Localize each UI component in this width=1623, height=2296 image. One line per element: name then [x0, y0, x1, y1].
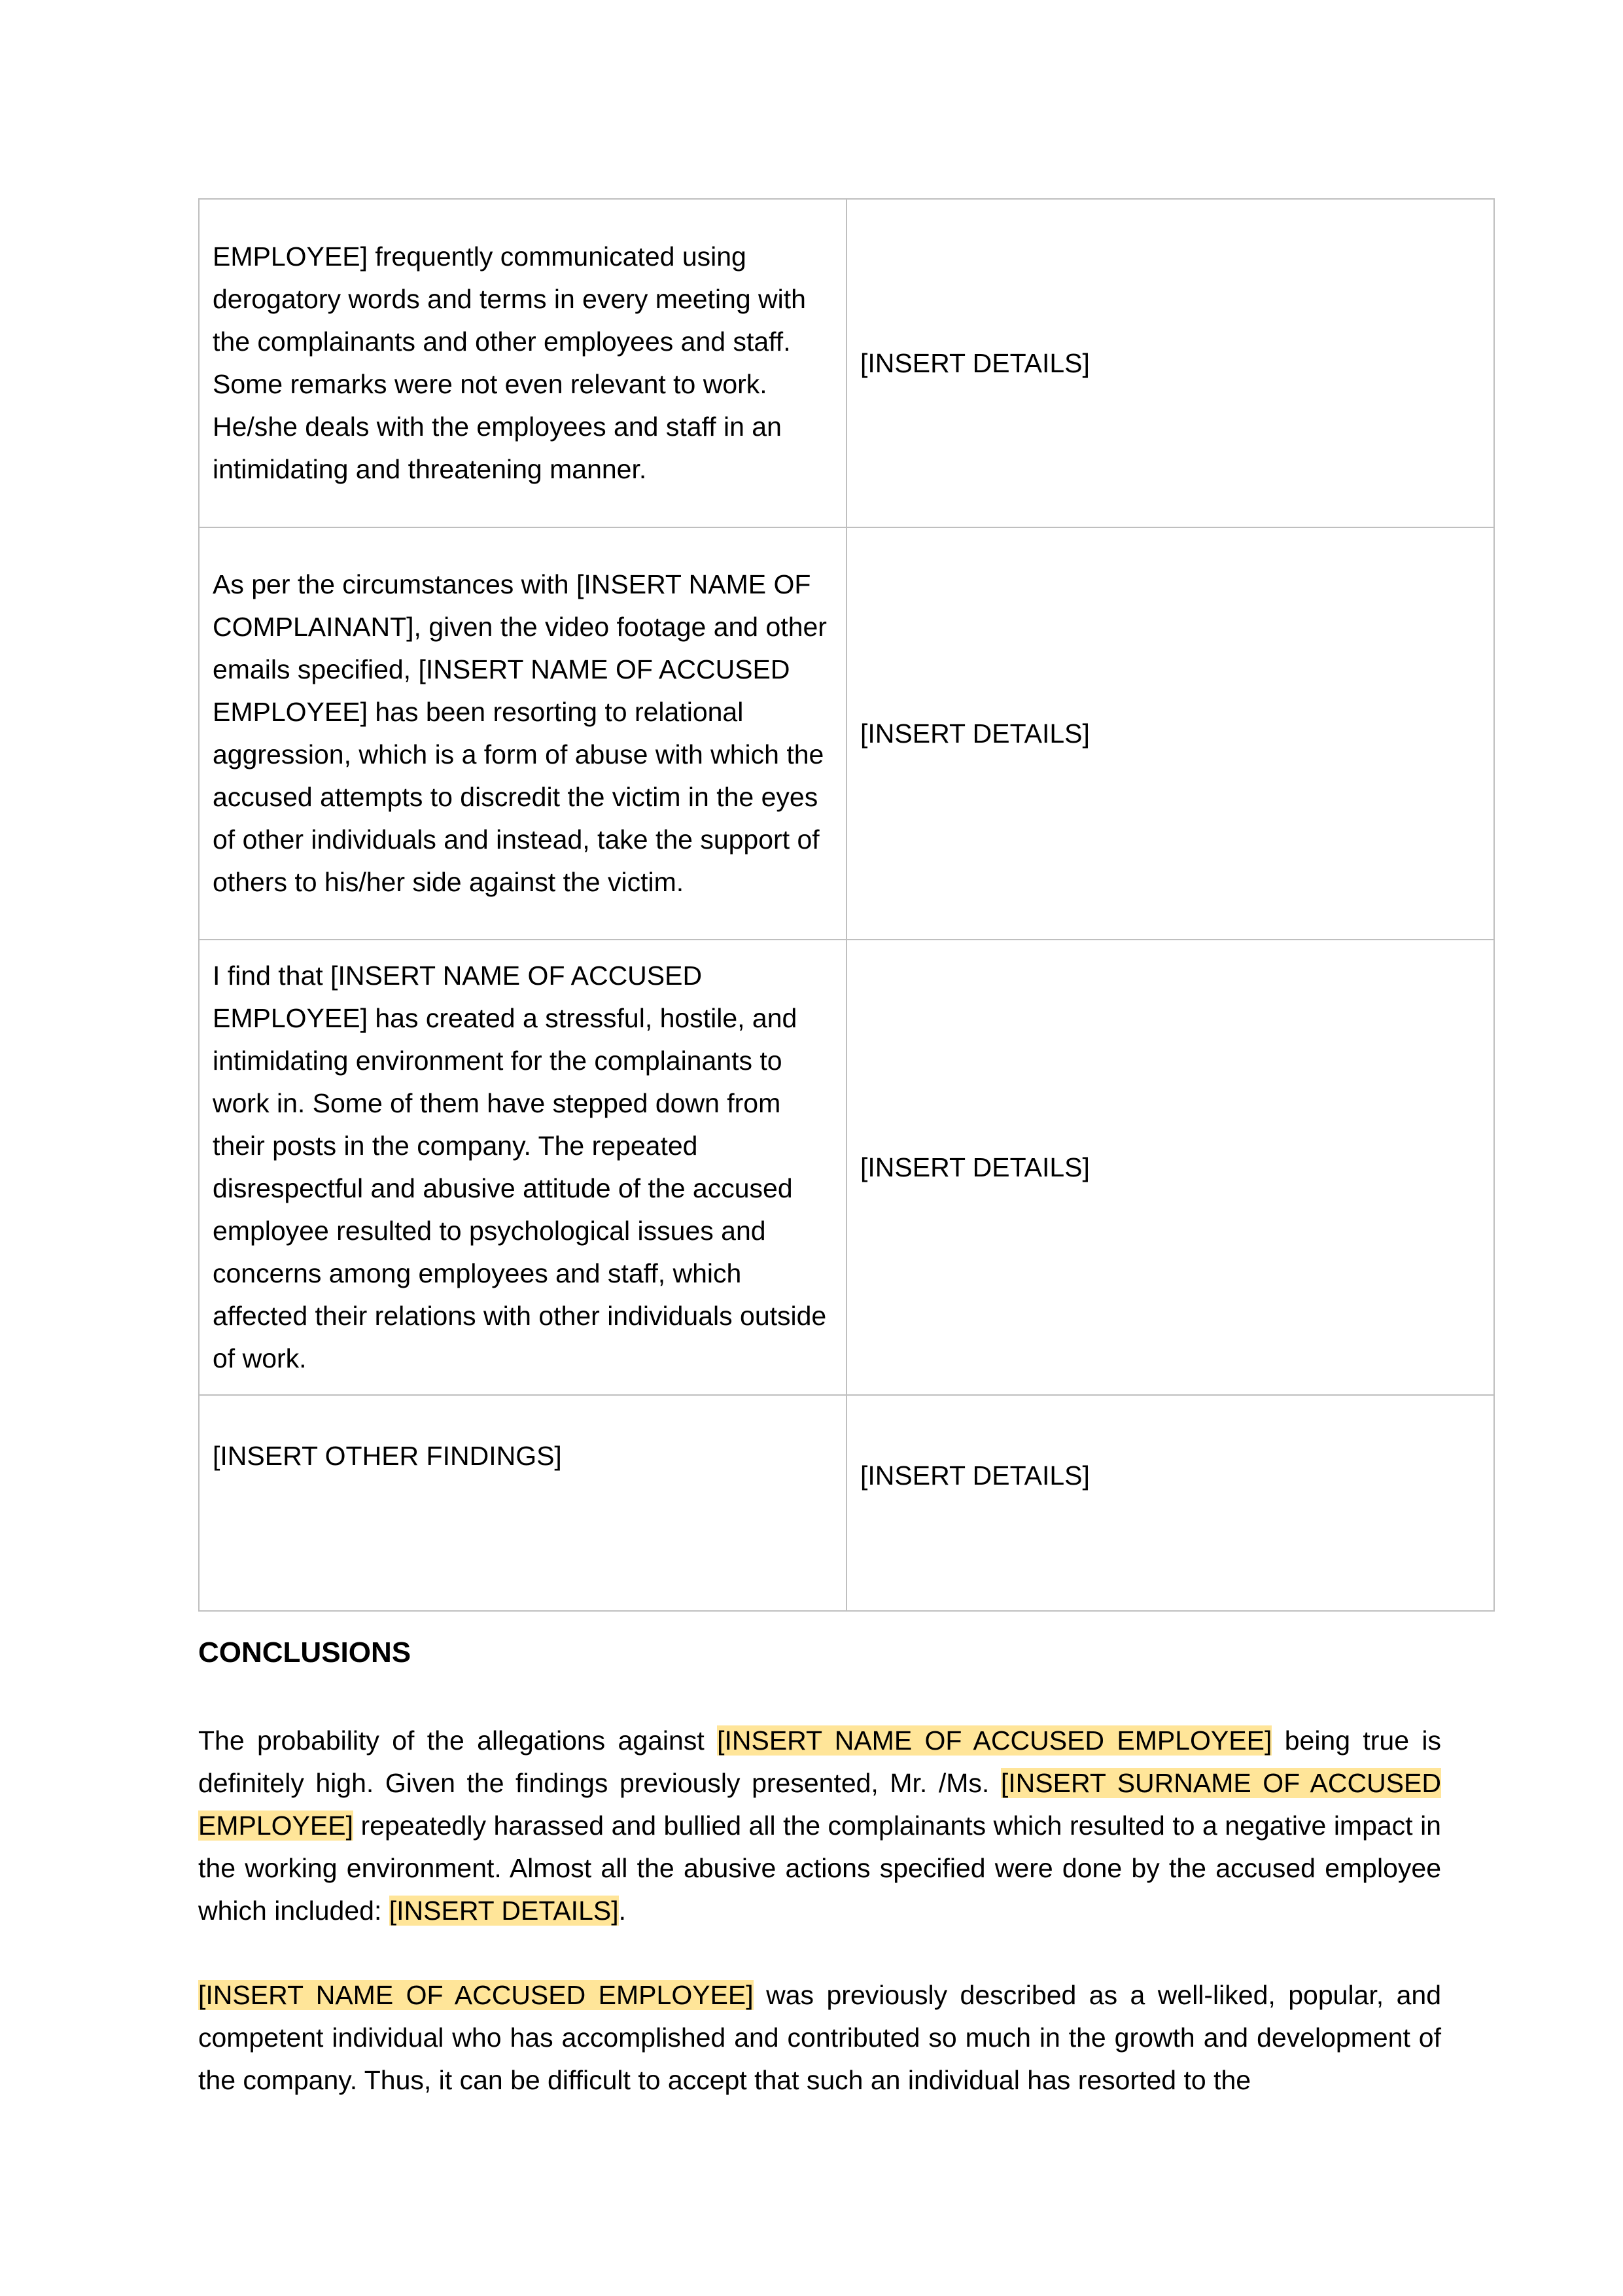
conclusions-paragraph-2 — [198, 1974, 1441, 2102]
highlighted-placeholder: [INSERT SURNAME OF ACCUSED EMPLOYEE] — [198, 1768, 1441, 1841]
highlighted-placeholder: [INSERT NAME OF ACCUSED EMPLOYEE] — [198, 1980, 754, 2010]
finding-cell: I find that [INSERT NAME OF ACCUSED EMPLOYEE] has created a stressful, hostile, and intimidating environment for the complainants to work in. Some of them have stepped down from their posts in the company. The repeated disrespectful and abusive attitude of the accused employee resulted to psychological issues and concerns among employees and staff, which affected their relations with other individuals outside of work. — [199, 940, 846, 1395]
paragraph-text: repeatedly harassed and bullied all the complainants which resulted to a negative impact in the working environment. Almost all the abusive actions specified were done by the accused employee which included: — [198, 1810, 1441, 1926]
findings-table — [198, 198, 1495, 1612]
paragraph-text: The probability of the allegations against — [198, 1725, 718, 1756]
details-cell: [INSERT DETAILS] — [846, 940, 1494, 1395]
finding-cell: As per the circumstances with [INSERT NAME OF COMPLAINANT], given the video footage and other emails specified, [INSERT NAME OF ACCUSED EMPLOYEE] has been resorting to relational aggression, which is a form of abuse with which the accused attempts to discredit the victim in the eyes of other individuals and instead, take the support of others to his/her side against the victim. — [199, 527, 846, 940]
table-row — [199, 199, 1494, 527]
details-cell: [INSERT DETAILS] — [846, 527, 1494, 940]
highlighted-placeholder: [INSERT NAME OF ACCUSED EMPLOYEE] — [717, 1725, 1272, 1756]
finding-cell: EMPLOYEE] frequently communicated using derogatory words and terms in every meeting with the complainants and other employees and staff. Some remarks were not even relevant to work. He/she deals with the employees and staff in an intimidating and threatening manner. — [199, 199, 846, 527]
conclusions-heading: CONCLUSIONS — [198, 1636, 411, 1669]
details-cell: [INSERT DETAILS] — [846, 1395, 1494, 1611]
details-cell: [INSERT DETAILS] — [846, 199, 1494, 527]
paragraph-text: being true is definitely high. Given the findings previously presented, Mr. /Ms. — [198, 1725, 1442, 1798]
table-row — [199, 527, 1494, 940]
conclusions-paragraph-1 — [198, 1720, 1441, 1932]
highlighted-placeholder: [INSERT DETAILS] — [389, 1896, 619, 1926]
paragraph-text: was previously described as a well-liked, popular, and competent individual who has accomplished and contributed so much in the growth and development of the company. Thus, it can be difficult to accept that such an individual has resorted to the — [198, 1980, 1441, 2095]
paragraph-text: . — [618, 1896, 627, 1926]
finding-cell: [INSERT OTHER FINDINGS] — [199, 1395, 846, 1611]
table-row — [199, 1395, 1494, 1611]
table-row — [199, 940, 1494, 1395]
